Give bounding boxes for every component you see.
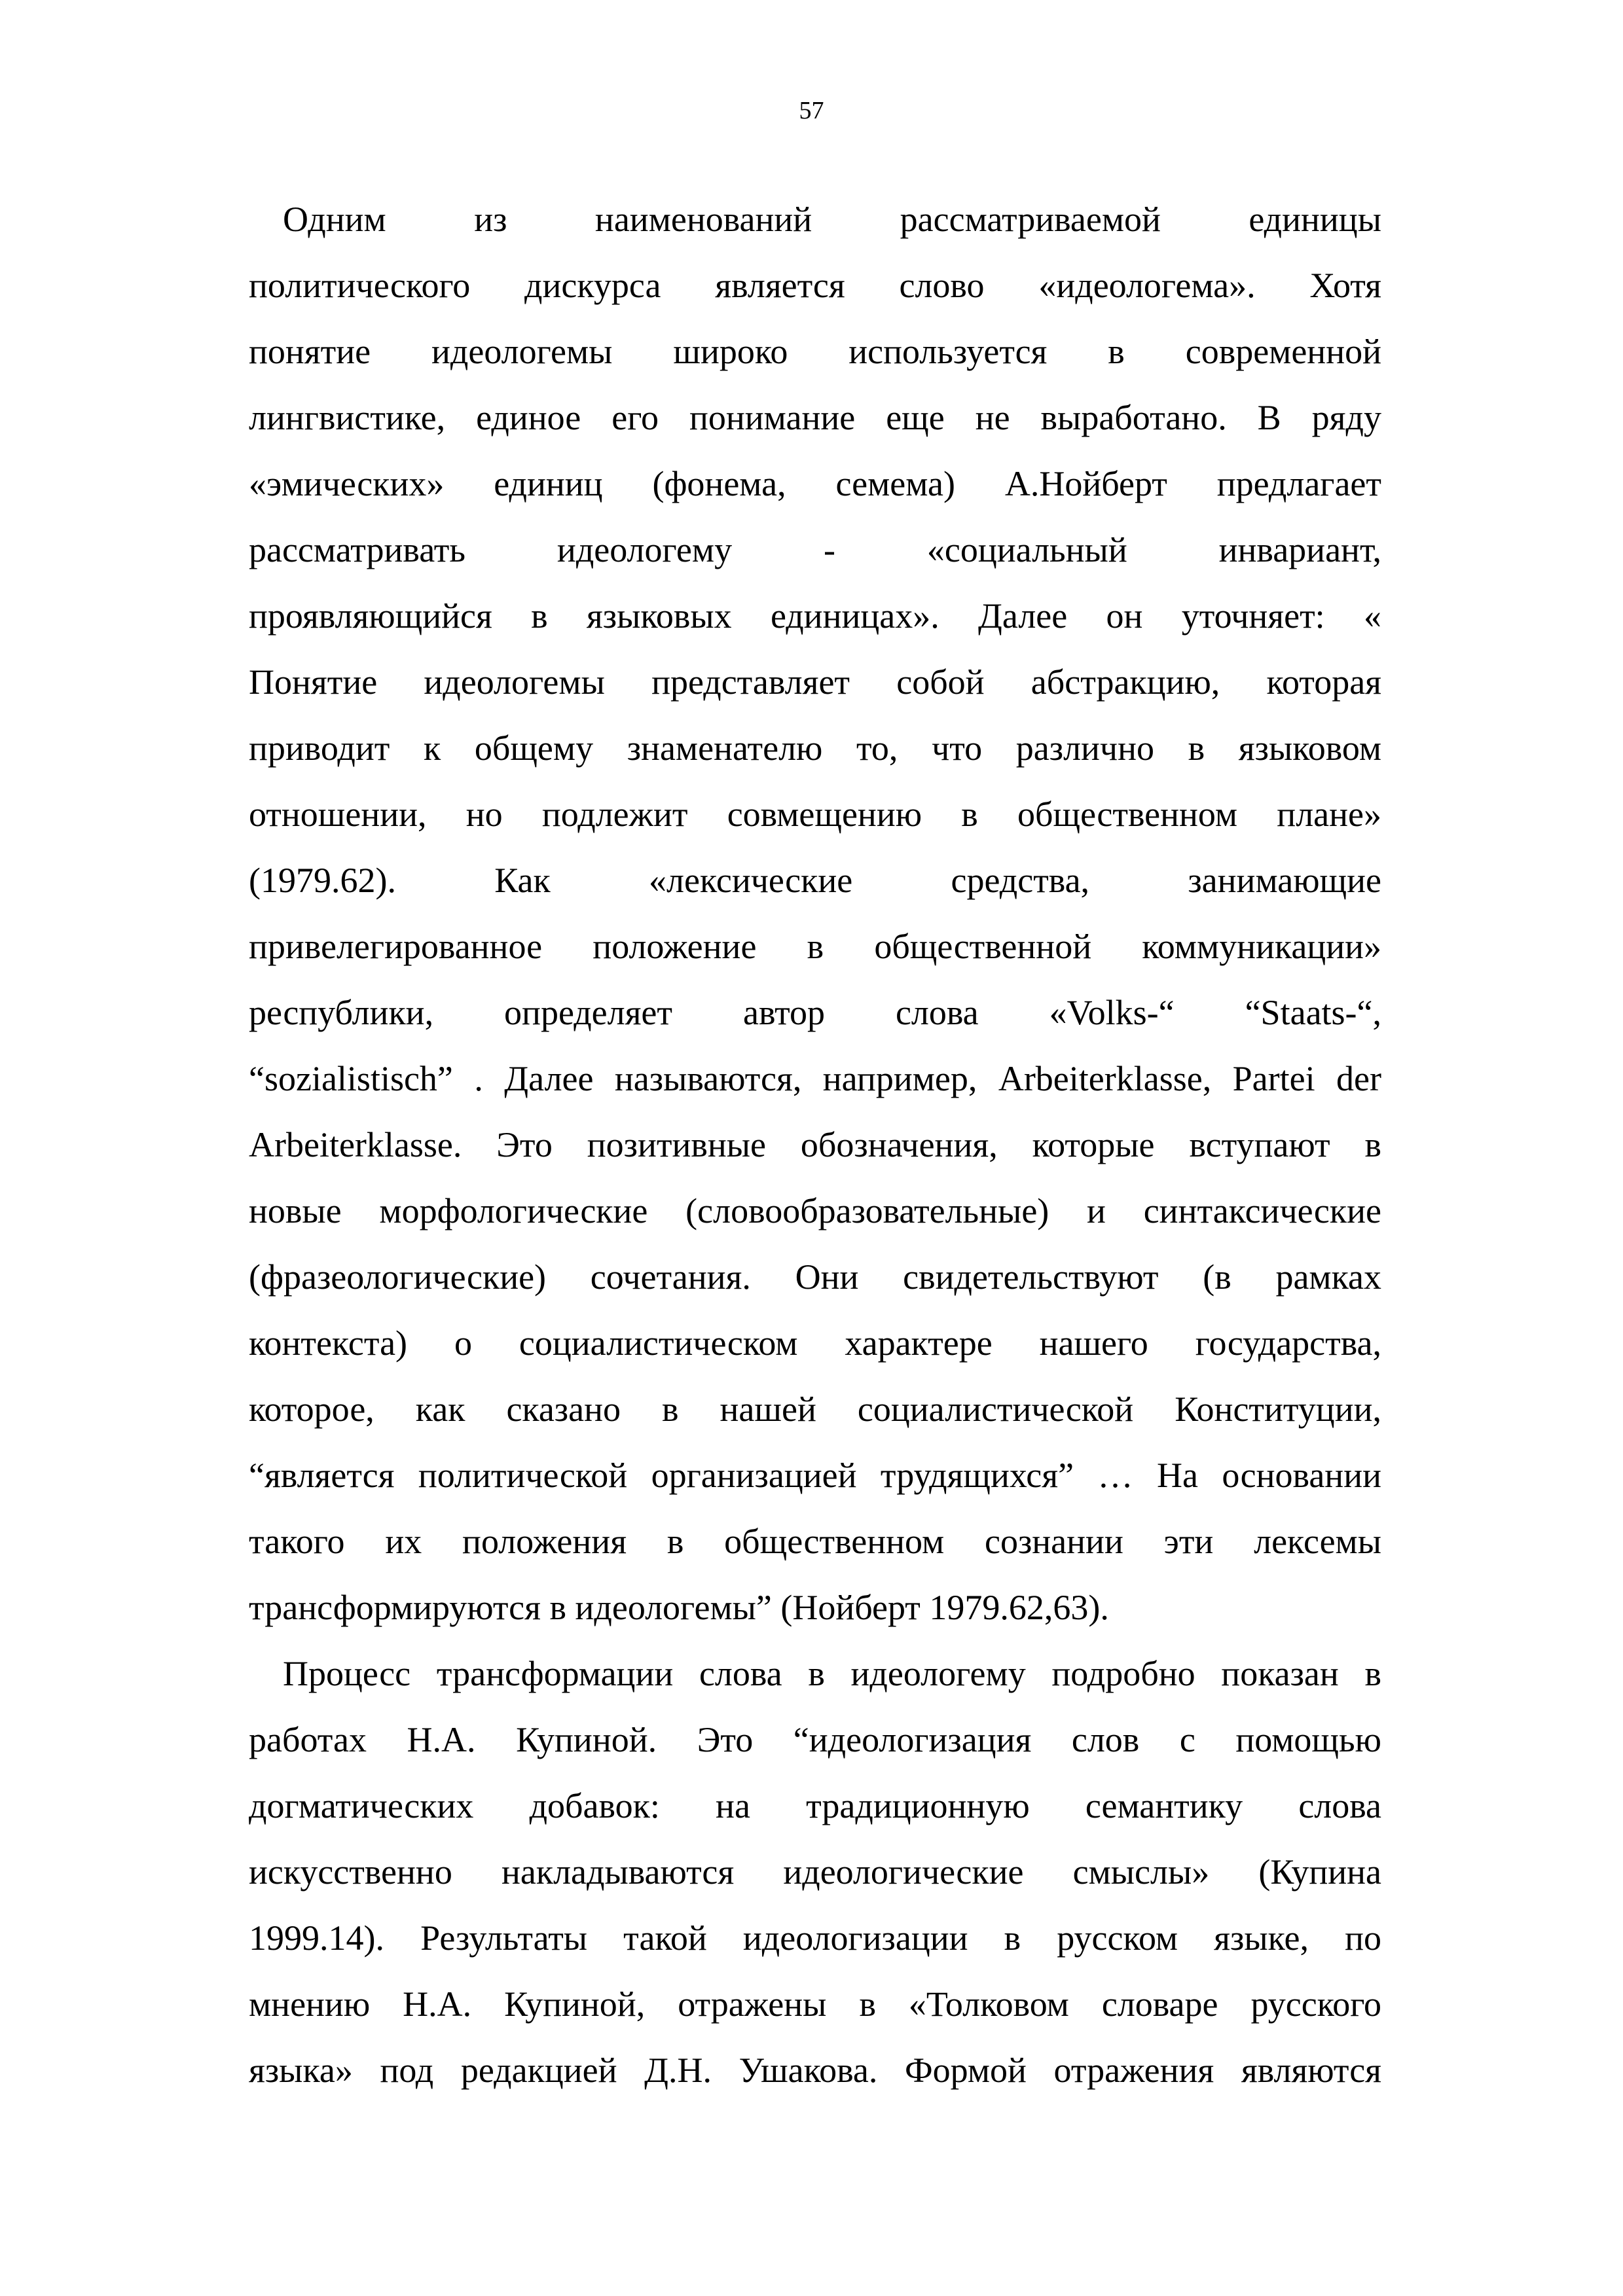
paragraph-2 <box>249 1641 1381 2104</box>
text-line: политического дискурса является слово «идеологема». Хотя <box>249 266 1381 305</box>
text-line: 1999.14). Результаты такой идеологизации в русском языке, по <box>249 1918 1381 1958</box>
text-line: трансформируются в идеологемы” (Нойберт 1979.62,63). <box>249 1588 1109 1627</box>
text-line: догматических добавок: на традиционную семантику слова <box>249 1786 1381 1825</box>
body-text <box>249 187 1381 2104</box>
text-line: искусственно накладываются идеологические смыслы» (Купина <box>249 1852 1381 1892</box>
text-line: работах Н.А. Купиной. Это “идеологизация слов с помощью <box>249 1720 1381 1759</box>
text-line: отношении, но подлежит совмещению в общественном плане» <box>249 795 1381 834</box>
text-line: такого их положения в общественном сознании эти лексемы <box>249 1522 1381 1561</box>
text-line: рассматривать идеологему - «социальный инвариант, <box>249 530 1381 569</box>
text-line: привелегированное положение в общественной коммуникации» <box>249 927 1381 966</box>
text-line: Одним из наименований рассматриваемой единицы <box>283 200 1381 239</box>
text-line: Понятие идеологемы представляет собой абстракцию, которая <box>249 662 1381 702</box>
text-line: мнению Н.А. Купиной, отражены в «Толковом словаре русского <box>249 1984 1381 2024</box>
text-line: языка» под редакцией Д.Н. Ушакова. Формой отражения являются <box>249 2051 1381 2090</box>
text-line: приводит к общему знаменателю то, что различно в языковом <box>249 728 1381 768</box>
text-line: “является политической организацией трудящихся” … На основании <box>249 1456 1381 1495</box>
text-line: лингвистике, единое его понимание еще не выработано. В ряду <box>249 398 1381 437</box>
text-line: понятие идеологемы широко используется в современной <box>249 332 1381 371</box>
text-line: республики, определяет автор слова «Volks-“ “Staats-“, <box>249 993 1381 1032</box>
text-line: проявляющийся в языковых единицах». Далее он уточняет: « <box>249 596 1381 636</box>
text-line: (фразеологические) сочетания. Они свидетельствуют (в рамках <box>249 1257 1381 1297</box>
text-line: новые морфологические (словообразовательные) и синтаксические <box>249 1191 1381 1230</box>
text-line: Arbeiterklasse. Это позитивные обозначения, которые вступают в <box>249 1125 1381 1164</box>
paragraph-1 <box>249 187 1381 1641</box>
text-line: (1979.62). Как «лексические средства, занимающие <box>249 861 1381 900</box>
text-line: «эмических» единиц (фонема, семема) А.Нойберт предлагает <box>249 464 1381 503</box>
text-line: которое, как сказано в нашей социалистической Конституции, <box>249 1390 1381 1429</box>
text-line: “sozialistisch” . Далее называются, например, Arbeiterklasse, Partei der <box>249 1059 1381 1098</box>
page-number: 57 <box>799 97 824 124</box>
text-line: контекста) о социалистическом характере нашего государства, <box>249 1323 1381 1363</box>
text-line: Процесс трансформации слова в идеологему подробно показан в <box>283 1654 1381 1693</box>
